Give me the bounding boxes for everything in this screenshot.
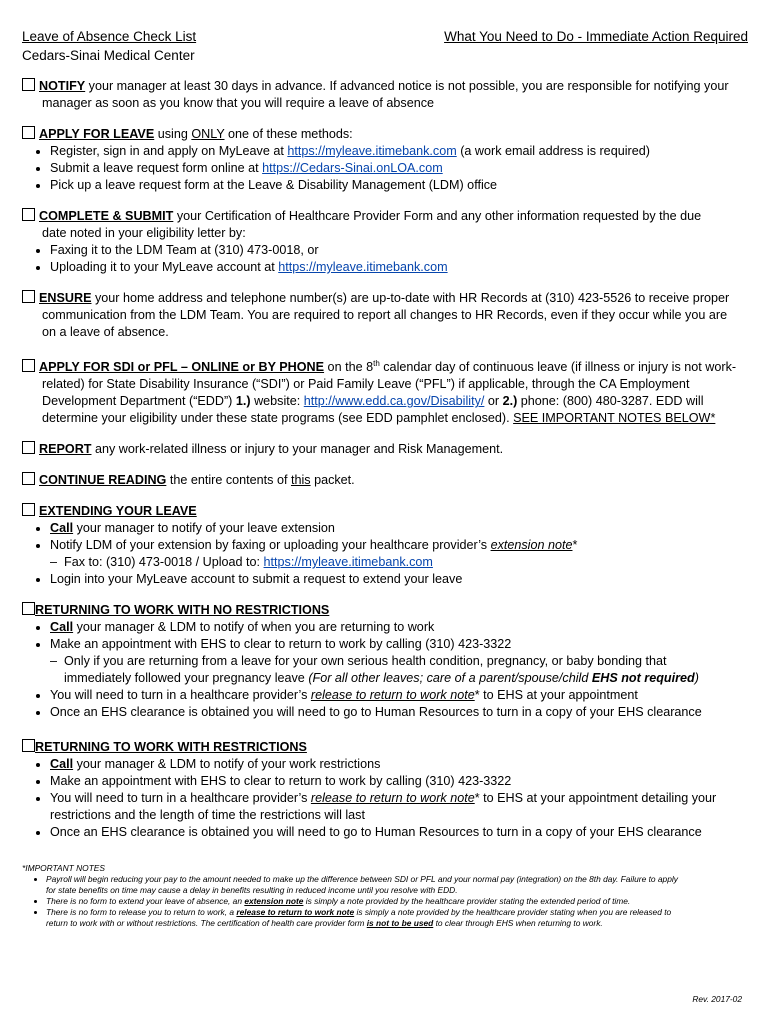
note-3-bold: release to return to work note [236,907,355,918]
section-continue [22,472,748,489]
return-with-b3-line2: restrictions and the length of time the restrictions will last [50,808,365,823]
section-ensure [22,290,748,341]
sdi-n1: 1.) [235,394,251,409]
list-item: • Once an EHS clearance is obtained you will need to go to Human Resources to turn in a copy of your EHS clearance [50,824,748,841]
sdi-l3-or: or [484,394,503,409]
note-1b: for state benefits on time may cause a delay in benefits resulting in reduced income until you resolve with EDD. [46,885,458,896]
checkbox-continue[interactable] [22,472,35,485]
myleave-link[interactable]: https://myleave.itimebank.com [278,260,448,274]
ensure-text-3: on a leave of absence. [42,325,169,339]
sdi-l3-pre: Development Department (“EDD”) [42,394,236,409]
list-item [50,619,748,636]
notify-title: NOTIFY [39,79,86,93]
section-extend [22,503,748,588]
checkbox-notify[interactable] [22,78,35,91]
sdi-title: APPLY FOR SDI or PFL – ONLINE or BY PHONE [39,360,325,375]
sdi-sup: th [373,359,380,368]
apply-b1-post: (a work email address is required) [456,144,650,158]
checkbox-extend[interactable] [22,503,35,516]
return-with-b1-post: your manager & LDM to notify of your work restrictions [73,757,381,772]
list-item: • Faxing it to the LDM Team at (310) 473-0018, or [50,242,748,259]
checkbox-report[interactable] [22,441,35,454]
apply-only: ONLY [191,127,225,141]
list-item [50,790,748,824]
checkbox-return-no[interactable] [22,602,35,615]
ensure-text: your home address and telephone number(s) are up-to-date with HR Records at (310) 423-5526 to receive proper [91,291,730,305]
note-3b-pre: return to work with or without restrictions. The certification of health care provider form [46,918,367,929]
note-3-post: is simply a note provided by the healthcare provider stating when you are released to [354,907,672,918]
notify-text-2: manager as soon as you know that you will require a leave of absence [42,96,435,110]
section-complete [22,208,748,276]
sdi-post: calendar day of continuous leave (if illness or injury is not work- [379,360,737,375]
important-notes [22,863,748,929]
apply-b2-pre: Submit a leave request form online at [50,161,263,175]
complete-b2-pre: Uploading it to your MyLeave account at [50,260,279,274]
doc-title: Leave of Absence Check List [22,29,197,44]
extend-call: Call [50,521,74,536]
sdi-text-2: related) for State Disability Insurance (“SDI”) or Paid Family Leave (“PFL”) if applicable, through the CA Employment [42,377,690,392]
return-no-d2-it: (For all other leaves; care of a parent/spouse/child [308,671,592,686]
list-item: • Login into your MyLeave account to submit a request to extend your leave [50,571,748,588]
list-item [50,687,748,704]
myleave-link[interactable]: https://myleave.itimebank.com [287,144,457,158]
note-3-pre: There is no form to release you to return to work, a [46,907,237,918]
continue-pre: the entire contents of [166,473,291,488]
apply-title: APPLY FOR LEAVE [39,127,155,141]
checkbox-apply[interactable] [22,126,35,139]
return-no-d2-end: ) [694,671,699,686]
apply-post: one of these methods: [224,127,353,141]
list-item [46,896,748,907]
report-text: any work-related illness or injury to your manager and Risk Management. [91,442,504,457]
return-no-b3-note: release to return to work note [310,688,475,703]
list-item [46,874,748,896]
list-item [50,160,748,177]
note-2-pre: There is no form to extend your leave of absence, an [46,896,245,907]
revision-label: Rev. 2017-02 [692,994,742,1004]
return-with-b3-pre: You will need to turn in a healthcare provider’s [50,791,311,806]
continue-title: CONTINUE READING [39,473,167,488]
list-item [50,143,748,160]
return-no-b3-post: * to EHS at your appointment [474,688,638,703]
list-item [50,520,748,537]
list-item [50,537,748,554]
continue-u: this [290,473,311,488]
list-item [50,756,748,773]
extend-d1-pre: Fax to: (310) 473-0018 / Upload to: [64,555,264,570]
list-item: • Pick up a leave request form at the Leave & Disability Management (LDM) office [50,177,748,194]
extend-b2-post: * [572,538,578,553]
section-return-no-restrictions [22,602,748,721]
section-notify [22,78,748,112]
sdi-pre: on the 8 [324,360,374,375]
ensure-title: ENSURE [39,291,92,305]
return-with-title: RETURNING TO WORK WITH RESTRICTIONS [35,740,307,755]
extend-b1-post: your manager to notify of your leave extension [73,521,335,536]
return-no-d2-pre: immediately followed your pregnancy leave [64,671,309,686]
extend-b2-pre: Notify LDM of your extension by faxing or uploading your healthcare provider’s [50,538,491,553]
list-item: – Only if you are returning from a leave for your own serious health condition, pregnancy, or baby bonding that [22,653,748,670]
checkbox-complete[interactable] [22,208,35,221]
extend-b2-note: extension note [490,538,573,553]
note-3b-post: to clear through EHS when returning to work. [433,918,603,929]
list-item: • Make an appointment with EHS to clear to return to work by calling (310) 423-3322 [50,636,748,653]
list-item: • Make an appointment with EHS to clear to return to work by calling (310) 423-3322 [50,773,748,790]
list-item: • Once an EHS clearance is obtained you will need to go to Human Resources to turn in a copy of your EHS clearance [50,704,748,721]
onloa-link[interactable]: https://Cedars-Sinai.onLOA.com [262,161,443,175]
note-1a: Payroll will begin reducing your pay to the amount needed to make up the difference between SDI or PFL and your normal pay (integration) on the 8th day. Failure to apply [46,874,678,885]
apply-pre: using [154,127,192,141]
note-3b-bold: is not to be used [366,918,434,929]
note-2-bold: extension note [244,896,304,907]
notify-text: your manager at least 30 days in advance. If advanced notice is not possible, you are responsible for notifying your [85,79,729,93]
report-title: REPORT [39,442,92,457]
list-item [22,670,748,687]
section-apply [22,126,748,194]
return-no-title: RETURNING TO WORK WITH NO RESTRICTIONS [35,603,330,618]
continue-post: packet. [310,473,355,488]
doc-subtitle: What You Need to Do - Immediate Action Required [444,29,748,44]
return-with-b3-note: release to return to work note [310,791,475,806]
page-header [22,28,748,45]
myleave-link[interactable]: https://myleave.itimebank.com [263,555,433,570]
sdi-l3-mid: website: [250,394,304,409]
extend-title: EXTENDING YOUR LEAVE [39,504,197,519]
ensure-text-2: communication from the LDM Team. You are required to report all changes to HR Records, even if they occur while you are [42,308,728,322]
note-2-post: is simply a note provided by the healthcare provider stating the extended period of time. [303,896,631,907]
return-no-call: Call [50,620,74,635]
return-no-b3-pre: You will need to turn in a healthcare provider’s [50,688,311,703]
return-no-b1-post: your manager & LDM to notify of when you are returning to work [73,620,435,635]
list-item [46,907,748,929]
return-with-b3-post: * to EHS at your appointment detailing your [474,791,717,806]
complete-text: your Certification of Healthcare Provider Form and any other information requested by the due [173,209,702,223]
list-item [22,554,748,571]
return-no-d2-bold: EHS not required [591,671,695,686]
checkbox-return-with[interactable] [22,739,35,752]
checkbox-ensure[interactable] [22,290,35,303]
section-sdi-pfl [22,355,748,427]
list-item [50,259,748,276]
edd-link[interactable]: http://www.edd.ca.gov/Disability/ [303,394,485,409]
section-report [22,441,748,458]
complete-text-2: date noted in your eligibility letter by: [42,226,246,240]
checkbox-sdi[interactable] [22,359,35,372]
return-with-call: Call [50,757,74,772]
apply-b1-pre: Register, sign in and apply on MyLeave at [50,144,288,158]
sdi-l4-u: SEE IMPORTANT NOTES BELOW* [513,411,716,426]
complete-title: COMPLETE & SUBMIT [39,209,174,223]
org-name: Cedars-Sinai Medical Center [22,48,195,63]
sdi-l3-post: phone: (800) 480-3287. EDD will [517,394,704,409]
section-return-with-restrictions [22,739,748,841]
sdi-n2: 2.) [502,394,518,409]
sdi-l4-pre: determine your eligibility under these state programs (see EDD pamphlet enclosed). [42,411,514,426]
notes-heading: *IMPORTANT NOTES [22,863,105,874]
